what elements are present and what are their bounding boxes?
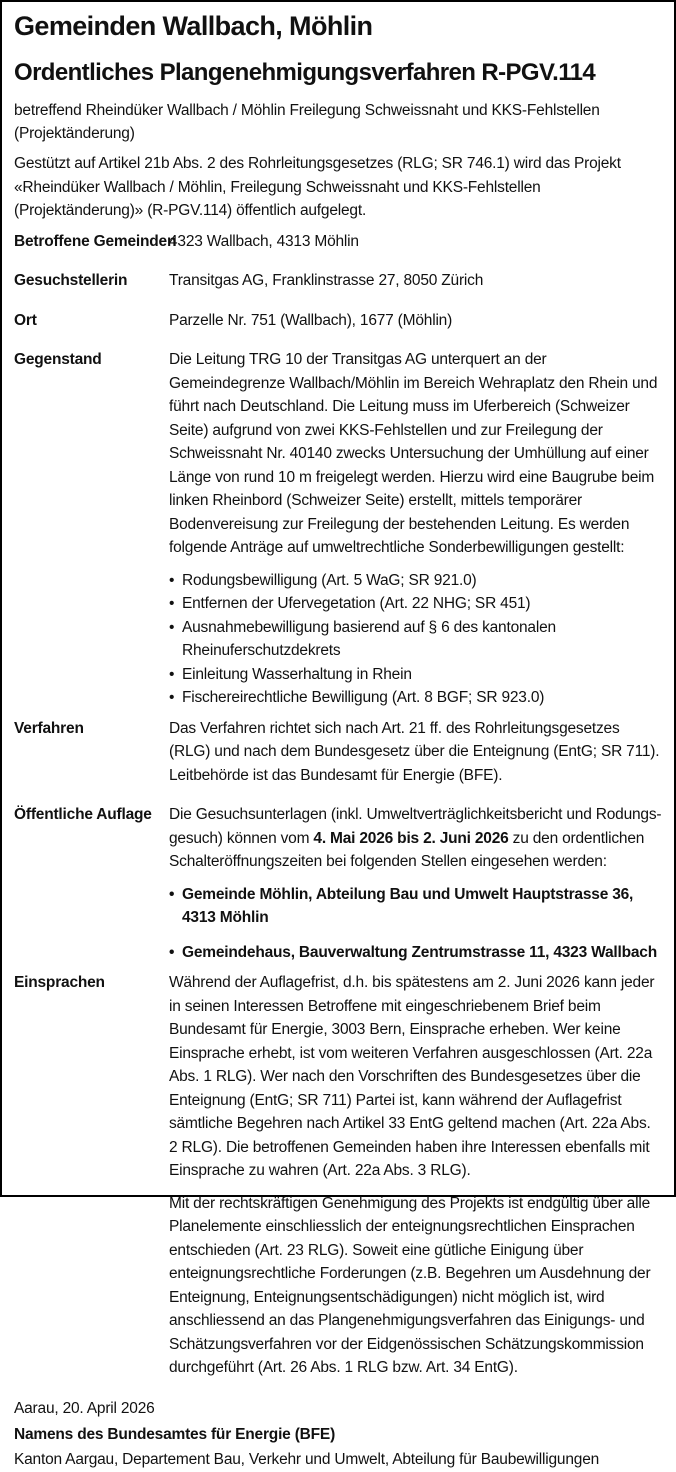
row-content [169,269,662,302]
row-content [169,230,662,263]
row-label: Gegenstand [14,351,102,369]
row-content [169,309,662,342]
row-label: Gesuchstellerin [14,272,128,290]
department-line: Kanton Aargau, Departement Bau, Verkehr und Umwelt, Abteilung für Baubewilligungen [14,1450,600,1468]
bullet-item: • Rodungsbewilligung (Art. 5 WaG; SR 921.0) [169,569,662,593]
notice-row [14,348,662,710]
notice-row [14,309,662,342]
details-table [14,230,662,1389]
paragraph: Das Verfahren richtet sich nach Art. 21 ff. des Rohrleitungsgesetzes (RLG) und nach dem Bundesgesetz über die Enteignung (EntG; SR 711). Leitbehörde ist das Bundesamt für Energie (BFE). [169,719,660,784]
notice-row [14,971,662,1389]
page-title: Gemeinden Wallbach, Möhlin [14,11,373,41]
paragraph: Während der Auflagefrist, d.h. bis spätestens am 2. Juni 2026 kann jeder in seinen Interessen Betroffene mit eingeschriebenem Brief beim Bundesamt für Energie, 3003 Bern, Einsprache erheben. Wer keine Einsprache erhebt, ist vom weiteren Verfahren ausgeschlossen (Art. 22a Abs. 1 RLG). Wer nach den Vorschriften des Bundesgesetzes über die Enteignung (EntG; SR 711) Partei ist, kann während der Auflagefrist sämtliche Begehren nach Artikel 33 EntG geltend machen (Art. 22a Abs. 2 RLG). Die betroffenen Gemeinden haben ihre Interessen ebenfalls mit Einsprache zu wahren (Art. 22a Abs. 3 RLG). [169,974,655,1180]
place-date: Aarau, 20. April 2026 [14,1399,155,1417]
row-label: Ort [14,311,37,329]
bullet-item: • Einleitung Wasserhaltung in Rhein [169,663,662,687]
paragraph: 4323 Wallbach, 4313 Möhlin [169,232,359,250]
row-label: Verfahren [14,719,84,737]
paragraph: Die Leitung TRG 10 der Transitgas AG unterquert an der Gemeindegrenze Wallbach/Möhlin im Bereich Wehraplatz den Rhein und führt nach Deutschland. Die Leitung muss im Uferbereich (Schweizer Seite) aufgrund von zwei KKS-Fehlstellen und zur Freilegung der Schweissnaht Nr. 40140 zwecks Untersuchung der Umhüllung auf einer Länge von rund 10 m freigelegt werden. Hierzu wird eine Baugrube beim linken Rheinbord (Schweizer Seite) erstellt, mittels temporärer Bodenvereisung zur Freilegung der bestehenden Leitung. Es werden folgende Anträge auf umweltrechtliche Sonderbewilligungen gestellt: [169,351,658,557]
bullet-item: • Gemeindehaus, Bauverwaltung Zentrumstrasse 11, 4323 Wallbach [169,941,662,965]
row-label: Betroffene Gemeinden [14,232,177,250]
paragraph: Die Gesuchsunterlagen (inkl. Umweltverträglichkeitsbericht und Rodungs-gesuch) können vom 4. Mai 2026 bis 2. Juni 2026 zu den ordentlichen Schalteröffnungszeiten bei folgenden Stellen eingesehen werden: [169,806,662,871]
notice-row [14,803,662,964]
bullet-item: • Fischereirechtliche Bewilligung (Art. 8 BGF; SR 923.0) [169,686,662,710]
row-content [169,971,662,1389]
bullet-item: • Gemeinde Möhlin, Abteilung Bau und Umwelt Hauptstrasse 36, 4313 Möhlin [169,883,662,930]
row-content [169,348,662,710]
paragraph: Mit der rechtskräftigen Genehmigung des Projekts ist endgültig über alle Planelemente einschliesslich der enteignungsrechtlichen Einsprachen entschieden (Art. 23 RLG). Soweit eine gütliche Einigung über enteignungsrechtliche Forderungen (z.B. Begehren um Ausdehnung der Enteignung, Enteignungsentschädigungen) nicht möglich ist, wird anschliessend an das Plangenehmigungsverfahren das Einigungs- und Schätzungsverfahren vor der Eidgenössischen Schätzungskommission durchgeführt (Art. 26 Abs. 1 RLG bzw. Art. 34 EntG). [169,1194,651,1377]
bullet-item: • Ausnahmebewilligung basierend auf § 6 des kantonalen Rheinuferschutzdekrets [169,616,662,663]
row-label: Öffentliche Auflage [14,806,152,824]
bullet-list [169,569,662,710]
paragraph: Parzelle Nr. 751 (Wallbach), 1677 (Möhlin) [169,311,453,329]
row-content [169,717,662,797]
row-label: Einsprachen [14,974,105,992]
notice-row [14,230,662,263]
bullet-item: • Entfernen der Ufervegetation (Art. 22 NHG; SR 451) [169,592,662,616]
procedure-title: Ordentliches Plangenehmigungsverfahren R-PGV.114 [14,58,596,86]
paragraph: Transitgas AG, Franklinstrasse 27, 8050 Zürich [169,272,484,290]
notice-row [14,717,662,797]
row-content [169,803,662,964]
subject-line: betreffend Rheindüker Wallbach / Möhlin Freilegung Schweissnaht und KKS-Fehlstellen (Projektänderung) [14,102,600,143]
notice-row [14,269,662,302]
intro-paragraph: Gestützt auf Artikel 21b Abs. 2 des Rohrleitungsgesetzes (RLG; SR 746.1) wird das Projekt «Rheindüker Wallbach / Möhlin, Freilegung Schweissnaht und KKS-Fehlstellen (Projektänderung)» (R-PGV.114) öffentlich aufgelegt. [14,155,621,220]
authority-name: Namens des Bundesamtes für Energie (BFE) [14,1425,336,1443]
bullet-list [169,883,662,965]
